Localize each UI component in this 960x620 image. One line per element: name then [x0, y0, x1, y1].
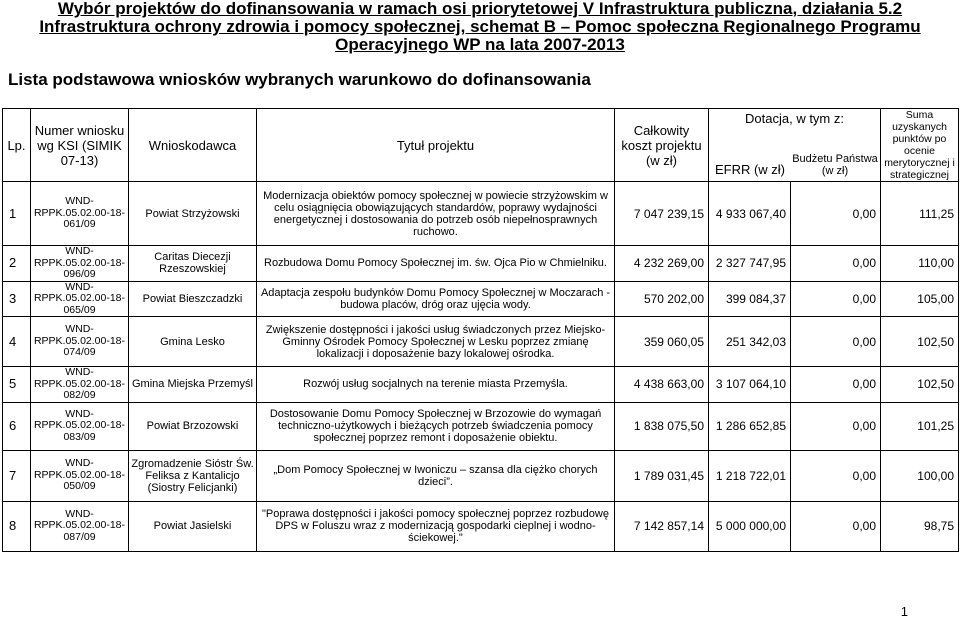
row-lp: 8	[3, 501, 31, 551]
row-project-title: Rozwój usług socjalnych na terenie miasta Przemyśla.	[257, 367, 615, 403]
row-total-cost: 1 789 031,45	[615, 450, 709, 501]
title-line-2: Infrastruktura ochrony zdrowia i pomocy społecznej, schemat B – Pomoc społeczna Regionalnego Programu	[39, 17, 921, 36]
row-efrr: 4 933 067,40	[709, 182, 791, 246]
row-ksi-number: WND-RPPK.05.02.00-18-083/09	[31, 402, 129, 450]
table-row	[3, 317, 959, 367]
row-lp: 5	[3, 367, 31, 403]
row-applicant: Powiat Bieszczadzki	[129, 281, 257, 317]
row-ksi-number: WND-RPPK.05.02.00-18-061/09	[31, 182, 129, 246]
row-total-cost: 7 142 857,14	[615, 501, 709, 551]
row-budget: 0,00	[791, 281, 881, 317]
row-lp: 1	[3, 182, 31, 246]
header-grant	[709, 109, 881, 182]
row-points: 98,75	[881, 501, 959, 551]
row-ksi-number: WND-RPPK.05.02.00-18-082/09	[31, 367, 129, 403]
row-points: 105,00	[881, 281, 959, 317]
header-budget: Budżetu Państwa (w zł)	[792, 153, 878, 177]
row-total-cost: 4 232 269,00	[615, 246, 709, 282]
list-subtitle: Lista podstawowa wniosków wybranych warunkowo do dofinansowania	[8, 70, 591, 89]
row-applicant: Powiat Jasielski	[129, 501, 257, 551]
row-points: 102,50	[881, 367, 959, 403]
row-efrr: 1 218 722,01	[709, 450, 791, 501]
header-grant-title: Dotacja, w tym z:	[745, 111, 844, 126]
row-lp: 7	[3, 450, 31, 501]
row-points: 102,50	[881, 317, 959, 367]
row-total-cost: 570 202,00	[615, 281, 709, 317]
row-applicant: Gmina Miejska Przemyśl	[129, 367, 257, 403]
row-project-title: Modernizacja obiektów pomocy społecznej w powiecie strzyżowskim w celu osiągnięcia obowiązujących standardów, poprawy wydajności energetycznej i dostosowania do potrzeb osób niepełnosprawnych ruchowo.	[257, 182, 615, 246]
row-efrr: 2 327 747,95	[709, 246, 791, 282]
row-total-cost: 4 438 663,00	[615, 367, 709, 403]
row-applicant: Powiat Brzozowski	[129, 402, 257, 450]
header-total-cost: Całkowity koszt projektu (w zł)	[615, 109, 709, 182]
row-efrr: 1 286 652,85	[709, 402, 791, 450]
row-applicant: Zgromadzenie Sióstr Św. Feliksa z Kantalicjo (Siostry Felicjanki)	[129, 450, 257, 501]
projects-table	[2, 108, 959, 552]
row-total-cost: 7 047 239,15	[615, 182, 709, 246]
row-applicant: Caritas Diecezji Rzeszowskiej	[129, 246, 257, 282]
row-budget: 0,00	[791, 317, 881, 367]
header-title: Tytuł projektu	[257, 109, 615, 182]
row-project-title: „Dom Pomocy Społecznej w Iwoniczu – szansa dla ciężko chorych dzieci”.	[257, 450, 615, 501]
row-project-title: Adaptacja zespołu budynków Domu Pomocy Społecznej w Moczarach - budowa placów, dróg oraz ujęcia wody.	[257, 281, 615, 317]
row-lp: 4	[3, 317, 31, 367]
row-budget: 0,00	[791, 182, 881, 246]
document-title	[0, 0, 960, 54]
table-row	[3, 246, 959, 282]
row-total-cost: 359 060,05	[615, 317, 709, 367]
table-row	[3, 367, 959, 403]
table-header-row	[3, 109, 959, 182]
table-row	[3, 501, 959, 551]
row-budget: 0,00	[791, 450, 881, 501]
row-points: 100,00	[881, 450, 959, 501]
table-row	[3, 402, 959, 450]
row-project-title: Zwiększenie dostępności i jakości usług świadczonych przez Miejsko-Gminny Ośrodek Pomocy Społecznej w Lesku poprzez zmianę lokalizacji i doposażenie bazy lokalowej ośrodka.	[257, 317, 615, 367]
header-efrr: EFRR (w zł)	[714, 162, 786, 177]
row-ksi-number: WND-RPPK.05.02.00-18-065/09	[31, 281, 129, 317]
table-body	[3, 182, 959, 552]
header-applicant: Wnioskodawca	[129, 109, 257, 182]
row-ksi-number: WND-RPPK.05.02.00-18-050/09	[31, 450, 129, 501]
row-ksi-number: WND-RPPK.05.02.00-18-074/09	[31, 317, 129, 367]
row-points: 111,25	[881, 182, 959, 246]
row-budget: 0,00	[791, 367, 881, 403]
row-project-title: Dostosowanie Domu Pomocy Społecznej w Brzozowie do wymagań techniczno-użytkowych i bieżących potrzeb świadczenia pomocy społecznej poprzez remont i doposażenie obiektu.	[257, 402, 615, 450]
row-lp: 2	[3, 246, 31, 282]
row-ksi-number: WND-RPPK.05.02.00-18-096/09	[31, 246, 129, 282]
row-applicant: Gmina Lesko	[129, 317, 257, 367]
header-lp: Lp.	[3, 109, 31, 182]
header-ksi: Numer wniosku wg KSI (SIMIK 07-13)	[31, 109, 129, 182]
header-points: Suma uzyskanych punktów po ocenie merytorycznej i strategicznej	[881, 109, 959, 182]
title-line-1: Wybór projektów do dofinansowania w ramach osi priorytetowej V Infrastruktura publiczna, działania 5.2	[57, 0, 903, 18]
row-points: 110,00	[881, 246, 959, 282]
row-lp: 6	[3, 402, 31, 450]
row-applicant: Powiat Strzyżowski	[129, 182, 257, 246]
row-project-title: Rozbudowa Domu Pomocy Społecznej im. św. Ojca Pio w Chmielniku.	[257, 246, 615, 282]
row-efrr: 3 107 064,10	[709, 367, 791, 403]
row-total-cost: 1 838 075,50	[615, 402, 709, 450]
row-budget: 0,00	[791, 402, 881, 450]
row-efrr: 399 084,37	[709, 281, 791, 317]
row-budget: 0,00	[791, 501, 881, 551]
row-efrr: 251 342,03	[709, 317, 791, 367]
table-row	[3, 450, 959, 501]
table-row	[3, 281, 959, 317]
row-project-title: "Poprawa dostępności i jakości pomocy społecznej poprzez rozbudowę DPS w Foluszu wraz z modernizacją gospodarki cieplnej i wodno-ściekowej."	[257, 501, 615, 551]
title-line-3: Operacyjnego WP na lata 2007-2013	[335, 35, 625, 54]
row-efrr: 5 000 000,00	[709, 501, 791, 551]
row-budget: 0,00	[791, 246, 881, 282]
table-row	[3, 182, 959, 246]
row-ksi-number: WND-RPPK.05.02.00-18-087/09	[31, 501, 129, 551]
row-lp: 3	[3, 281, 31, 317]
row-points: 101,25	[881, 402, 959, 450]
page-number: 1	[900, 604, 908, 619]
